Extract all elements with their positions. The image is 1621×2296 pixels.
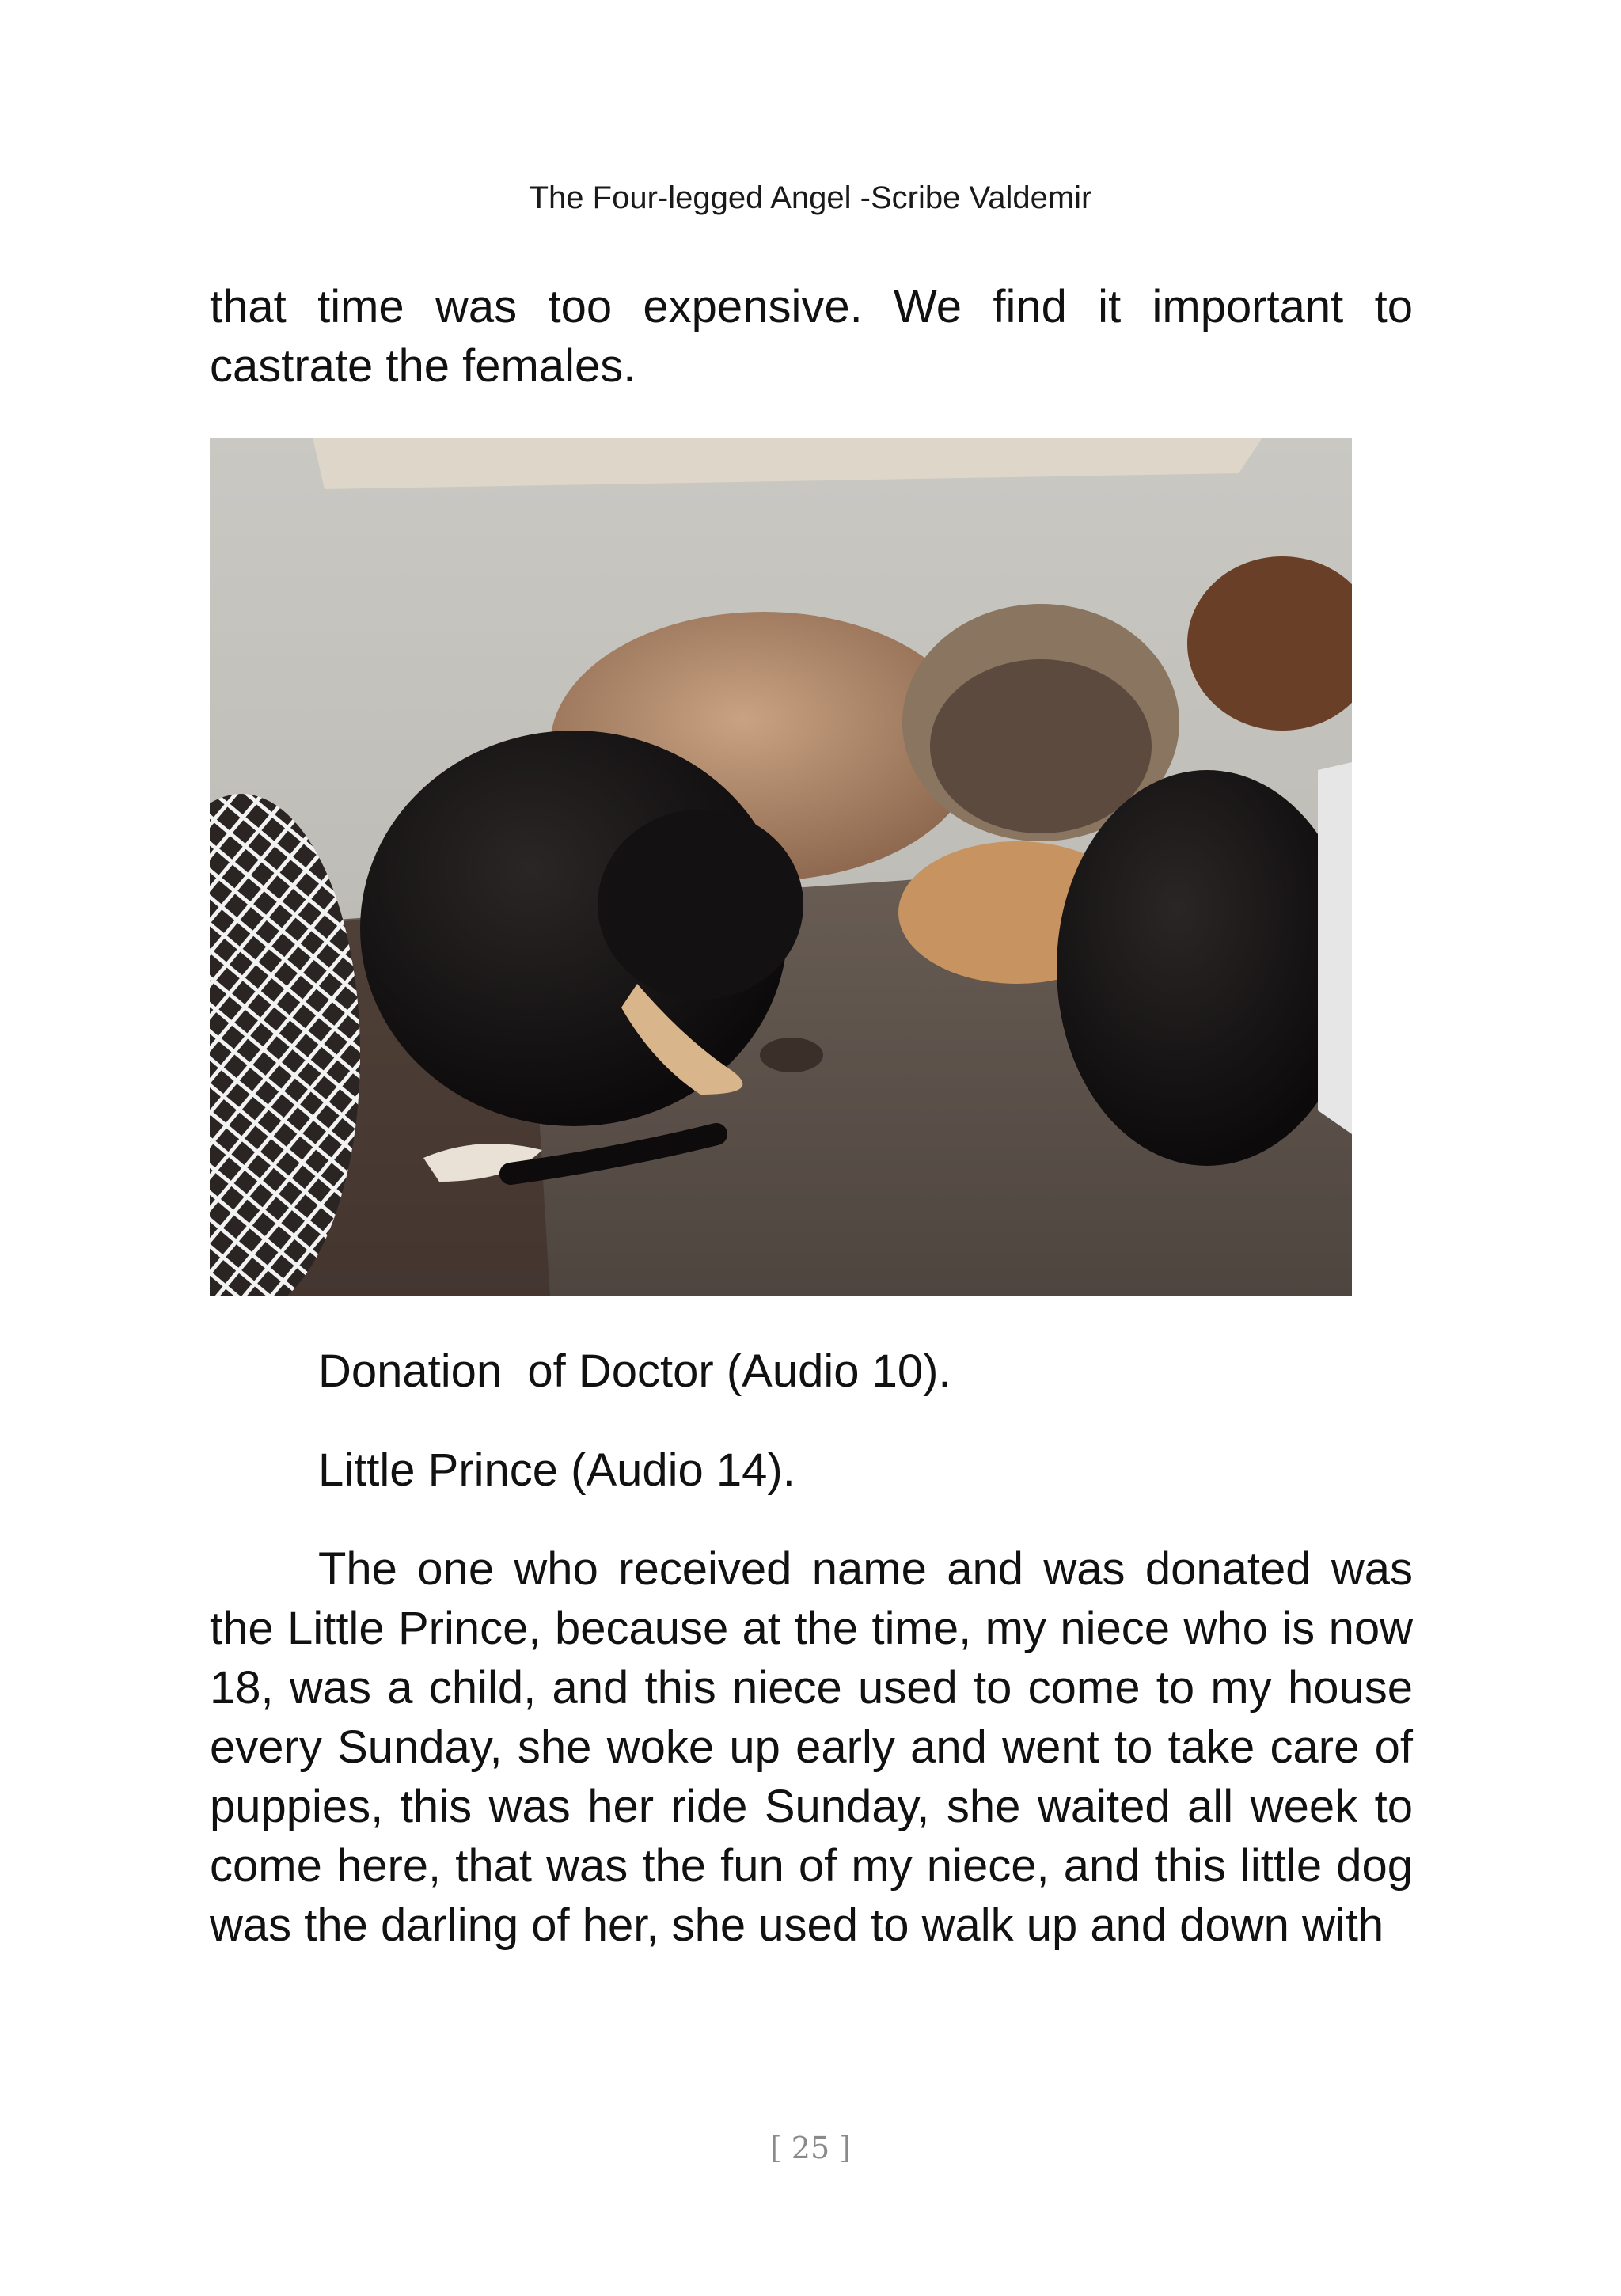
paragraph-top: that time was too expensive. We find it important to castrate the females. [210,281,1413,392]
running-header: The Four-legged Angel -Scribe Valdemir [529,180,1092,215]
caption-donation: Donation of Doctor (Audio 10). [318,1345,951,1397]
photo-puppies [210,438,1352,1296]
photo-puppies-icon [210,438,1352,1296]
paragraph-bottom: The one who received name and was donated was the Little Prince, because at the time, my niece who is now 18, was a child, and this niece used to come to my house every Sunday, she woke up early and went to take care of puppies, this was her ride Sunday, she waited all week to come here, that was the fun of my niece, and this little dog was the darling of her, she used to walk up and down with [210,1543,1413,1951]
caption-little-prince: Little Prince (Audio 14). [318,1444,795,1496]
page-number: [ 25 ] [769,2131,852,2165]
